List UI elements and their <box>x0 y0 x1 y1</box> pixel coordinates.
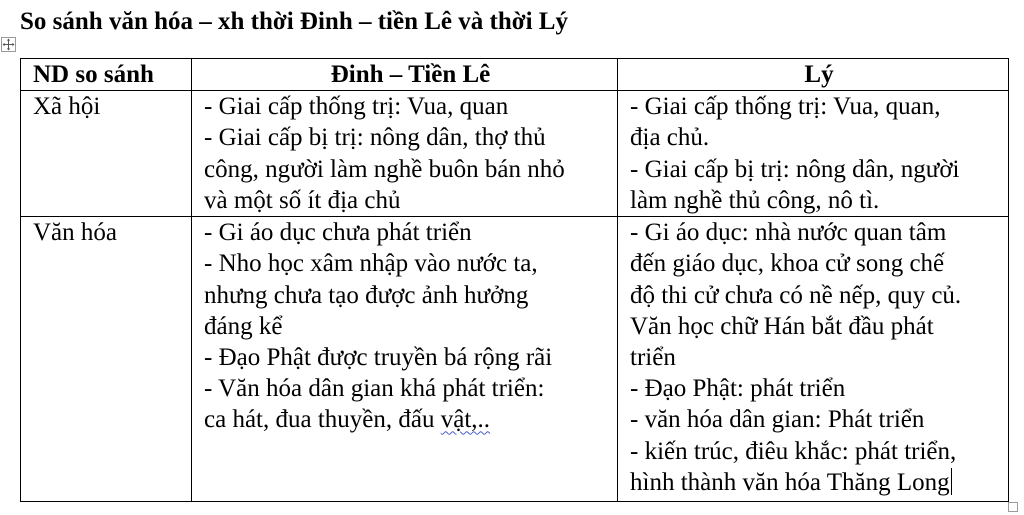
comparison-table[interactable] <box>20 58 1009 502</box>
cell-line: triển <box>630 344 676 372</box>
cell-xa-hoi-ly[interactable] <box>618 91 1009 217</box>
cell-line-last <box>630 467 1008 498</box>
cell-line: Văn học chữ Hán bắt đầu phát <box>630 312 934 340</box>
cell-line-text: ca hát, đua thuyền, đấu <box>204 406 441 434</box>
row-category-xa-hoi[interactable]: Xã hội <box>21 91 192 217</box>
row-category-van-hoa[interactable]: Văn hóa <box>21 217 192 502</box>
header-ly[interactable]: Lý <box>618 59 1009 91</box>
cell-line: - Giai cấp thống trị: Vua, quan, <box>630 93 941 121</box>
cell-line: - Nho học xâm nhập vào nước ta, <box>204 250 538 278</box>
text-cursor <box>951 468 952 495</box>
table-header-row <box>21 59 1009 91</box>
cell-line: - Giai cấp thống trị: Vua, quan <box>204 93 509 121</box>
cell-line: - Giai cấp bị trị: nông dân, thợ thủ <box>204 124 546 152</box>
spelling-flagged-word[interactable]: vật,.. <box>440 406 491 434</box>
document-title: So sánh văn hóa – xh thời Đinh – tiền Lê và thời Lý <box>20 8 568 35</box>
cell-xa-hoi-dinh[interactable] <box>192 91 618 217</box>
cell-line: - Đạo Phật: phát triển <box>630 375 846 403</box>
cell-line: - Gi áo dục: nhà nước quan tâm <box>630 219 947 247</box>
cell-line: độ thi cử chưa có nề nếp, quy củ. <box>630 281 962 309</box>
cell-line: và một số ít địa chủ <box>204 186 401 214</box>
table-move-handle-icon[interactable] <box>1 37 16 52</box>
cell-line-last <box>204 404 617 435</box>
table-row-xa-hoi <box>21 91 1009 217</box>
header-dinh-tien-le[interactable]: Đinh – Tiền Lê <box>192 59 618 91</box>
cell-line: - văn hóa dân gian: Phát triển <box>630 406 925 434</box>
cell-line: đáng kể <box>204 312 283 340</box>
cell-van-hoa-ly[interactable] <box>618 217 1009 502</box>
table-row-van-hoa <box>21 217 1009 502</box>
cell-line-text: hình thành văn hóa Thăng Long <box>630 468 950 496</box>
header-category[interactable]: ND so sánh <box>21 59 192 91</box>
cell-line: - Đạo Phật được truyền bá rộng rãi <box>204 344 553 372</box>
cell-line: - kiến trúc, điêu khắc: phát triển, <box>630 437 957 465</box>
cell-line: - Gi áo dục chưa phát triển <box>204 219 472 247</box>
cell-line: đến giáo dục, khoa cử song chế <box>630 250 945 278</box>
cell-line: nhưng chưa tạo được ảnh hưởng <box>204 281 529 309</box>
cell-line: làm nghề thủ công, nô tì. <box>630 186 880 214</box>
cell-line: công, người làm nghề buôn bán nhỏ <box>204 155 565 183</box>
cell-line: địa chủ. <box>630 124 710 152</box>
cell-van-hoa-dinh[interactable] <box>192 217 618 502</box>
cell-line: - Văn hóa dân gian khá phát triển: <box>204 375 545 403</box>
table-resize-handle[interactable] <box>1008 502 1018 512</box>
cell-line: - Giai cấp bị trị: nông dân, người <box>630 155 960 183</box>
